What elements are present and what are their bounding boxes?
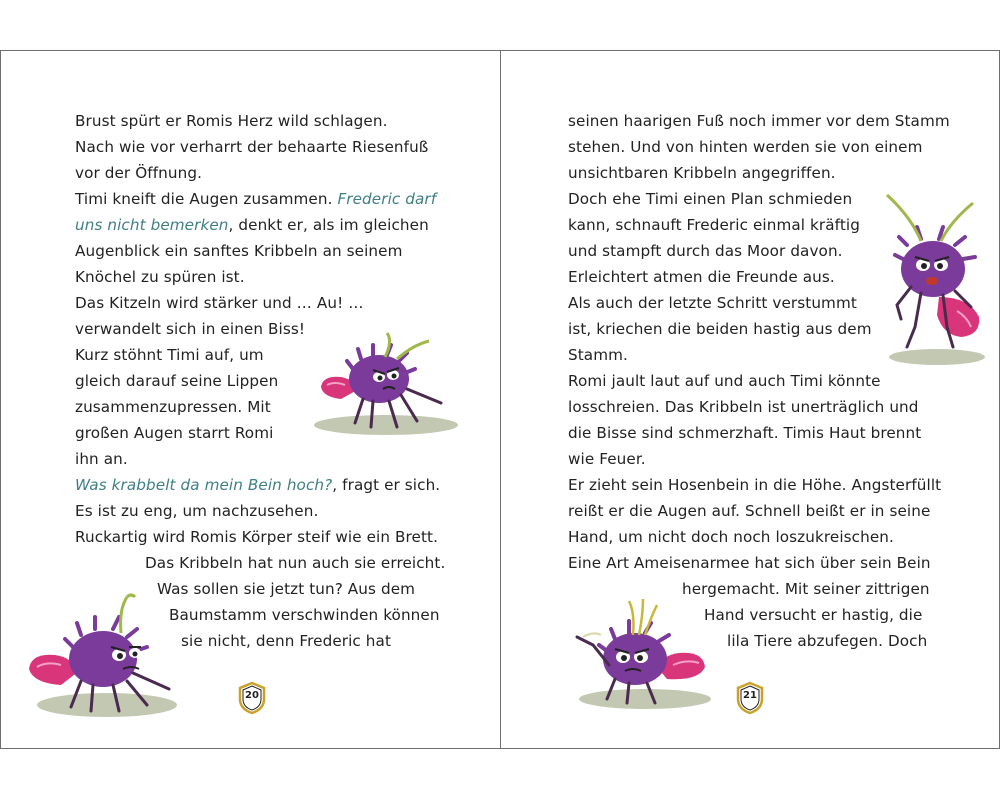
- text-line: sie nicht, denn Frederic hat: [181, 632, 391, 650]
- text-line: Was sollen sie jetzt tun? Aus dem: [157, 580, 416, 598]
- text-span: , denkt er, als im gleichen: [228, 216, 429, 234]
- text-line: [75, 215, 429, 235]
- page-number-badge: [735, 681, 765, 715]
- ant-bug-illustration: [301, 329, 459, 439]
- text-line: vor der Öffnung.: [75, 164, 203, 182]
- ant-bug-illustration: [881, 187, 985, 367]
- ant-bug-illustration: [23, 589, 179, 723]
- italic-thought: uns nicht bemerken: [75, 216, 229, 234]
- italic-thought: Frederic darf: [337, 190, 437, 208]
- left-page: [1, 51, 500, 748]
- text-line: Er zieht sein Hosenbein in die Höhe. Angsterfüllt: [568, 476, 942, 494]
- text-line: die Bisse sind schmerzhaft. Timis Haut brennt: [568, 424, 922, 442]
- text-line: Kurz stöhnt Timi auf, um: [75, 346, 264, 364]
- text-line: Doch ehe Timi einen Plan schmieden: [568, 190, 853, 208]
- text-line: kann, schnauft Frederic einmal kräftig: [568, 216, 860, 234]
- text-line: Hand, um nicht doch noch loszukreischen.: [568, 528, 894, 546]
- text-line: Eine Art Ameisenarmee hat sich über sein Bein: [568, 554, 931, 572]
- text-line: lila Tiere abzufegen. Doch: [727, 632, 928, 650]
- text-span: Timi kneift die Augen zusammen.: [75, 190, 338, 208]
- text-line: Brust spürt er Romis Herz wild schlagen.: [75, 112, 388, 130]
- text-line: seinen haarigen Fuß noch immer vor dem Stamm: [568, 112, 950, 130]
- text-line: gleich darauf seine Lippen: [75, 372, 279, 390]
- text-line: hergemacht. Mit seiner zittrigen: [682, 580, 930, 598]
- text-line: verwandelt sich in einen Biss!: [75, 320, 306, 338]
- text-line: Romi jault laut auf und auch Timi könnte: [568, 372, 881, 390]
- text-line: und stampft durch das Moor davon.: [568, 242, 843, 260]
- text-line: losschreien. Das Kribbeln ist unerträglich und: [568, 398, 919, 416]
- text-line: unsichtbaren Kribbeln angegriffen.: [568, 164, 836, 182]
- text-line: zusammenzupressen. Mit: [75, 398, 271, 416]
- text-span: , fragt er sich.: [332, 476, 441, 494]
- text-line: stehen. Und von hinten werden sie von einem: [568, 138, 923, 156]
- text-line: Es ist zu eng, um nachzusehen.: [75, 502, 319, 520]
- text-line: Baumstamm verschwinden können: [169, 606, 440, 624]
- text-line: Stamm.: [568, 346, 628, 364]
- page-number: 20: [245, 690, 259, 701]
- book-spread: [0, 50, 1000, 749]
- text-line: Als auch der letzte Schritt verstummt: [568, 294, 857, 312]
- text-line: Knöchel zu spüren ist.: [75, 268, 245, 286]
- text-line: großen Augen starrt Romi: [75, 424, 274, 442]
- page-number: 21: [743, 690, 757, 701]
- text-line: Hand versucht er hastig, die: [704, 606, 923, 624]
- text-line: [75, 475, 440, 495]
- text-line: reißt er die Augen auf. Schnell beißt er in seine: [568, 502, 931, 520]
- text-line: Das Kitzeln wird stärker und … Au! …: [75, 294, 364, 312]
- text-line: ihn an.: [75, 450, 128, 468]
- ant-bug-illustration: [563, 595, 713, 713]
- text-line: Das Kribbeln hat nun auch sie erreicht.: [145, 554, 446, 572]
- page-number-badge: [237, 681, 267, 715]
- text-line: Nach wie vor verharrt der behaarte Riesenfuß: [75, 138, 429, 156]
- text-line: Augenblick ein sanftes Kribbeln an seinem: [75, 242, 403, 260]
- text-line: [75, 189, 436, 209]
- italic-thought: Was krabbelt da mein Bein hoch?: [75, 476, 333, 494]
- text-line: Ruckartig wird Romis Körper steif wie ein Brett.: [75, 528, 439, 546]
- text-line: wie Feuer.: [568, 450, 646, 468]
- right-page: [501, 51, 1000, 748]
- text-line: Erleichtert atmen die Freunde aus.: [568, 268, 835, 286]
- text-line: ist, kriechen die beiden hastig aus dem: [568, 320, 872, 338]
